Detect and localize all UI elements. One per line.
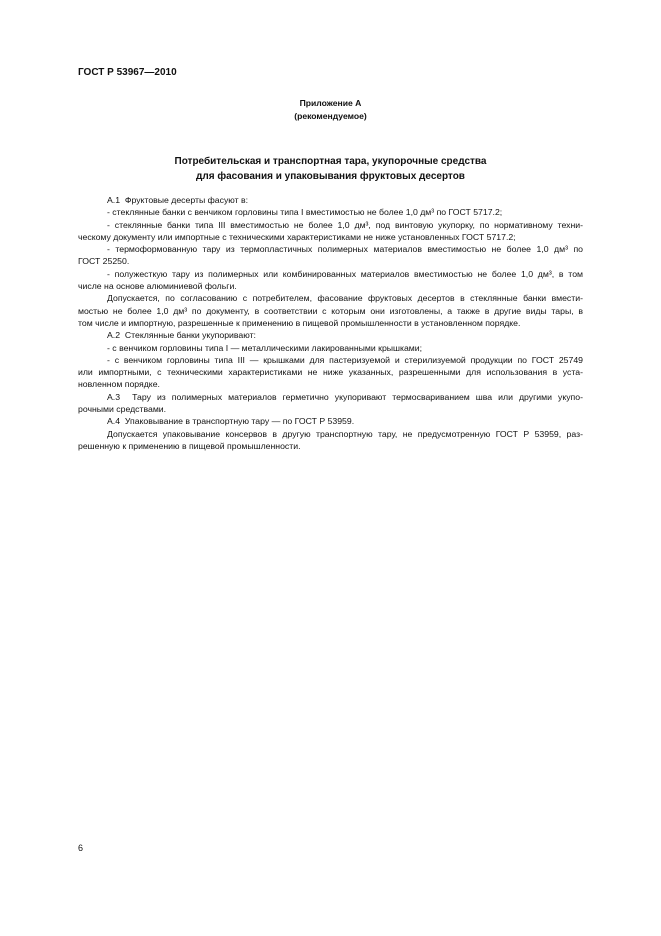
body-line: - стеклянные банки типа III вместимостью не более 1,0 дм³, под винтовую укупорку, по нормативному техни- (107, 219, 583, 230)
body-line: - полужесткую тару из полимерных или комбинированных материалов вместимостью не более 1,0 дм³, в том (107, 268, 583, 279)
section-title-line: Потребительская и транспортная тара, укупорочные средства (174, 156, 487, 167)
paragraph-a1 (78, 194, 583, 292)
document-body (78, 194, 583, 452)
body-line: - с венчиком горловины типа I — металлическими лакированными крышками; (107, 342, 423, 353)
body-line: новленном порядке. (78, 379, 160, 390)
body-line: том числе и импортную, разрешенные к применению в пищевой промышленности в установленном порядке. (78, 317, 521, 328)
body-line: Допускается упаковывание консервов в другую транспортную тару, не предусмотренную ГОСТ Р 53959, раз- (107, 428, 583, 439)
page-number: 6 (78, 843, 84, 853)
annex-title: Приложение А (299, 98, 362, 108)
body-line: Допускается, по согласованию с потребителем, фасование фруктовых десертов в стеклянные банки вмести- (107, 293, 583, 304)
paragraph-a3 (78, 391, 583, 416)
section-title (78, 154, 583, 184)
body-line: ГОСТ 25250. (78, 256, 130, 267)
body-line: А.2 Стеклянные банки укупоривают: (107, 330, 256, 341)
body-line: А.3 Тару из полимерных материалов герметично укупоривают термосвариванием шва или другими укупо- (107, 391, 583, 402)
document-code: ГОСТ Р 53967—2010 (78, 67, 177, 78)
body-line: числе на основе алюминиевой фольги. (78, 281, 237, 292)
body-line: решенную к применению в пищевой промышленности. (78, 440, 301, 451)
body-line: - с венчиком горловины типа III — крышками для пастеризуемой и стерилизуемой продукции по ГОСТ 25749 (107, 354, 583, 365)
annex-status: (рекомендуемое) (294, 111, 367, 121)
body-line: А.1 Фруктовые десерты фасуют в: (107, 195, 249, 205)
section-title-line: для фасования и упаковывания фруктовых десертов (196, 171, 465, 182)
annex-heading (78, 97, 583, 123)
body-line: - термоформованную тару из термопластичных полимерных материалов вместимостью не более 1,0 дм³ по (107, 244, 583, 255)
paragraph-a2 (78, 329, 583, 390)
body-line: или импортными, с техническими характеристиками не ниже указанных, разрешенными для использования в уста- (78, 367, 583, 378)
body-line: А.4 Упаковывание в транспортную тару — по ГОСТ Р 53959. (107, 416, 355, 427)
body-line: мостью не более 1,0 дм³ по документу, в соответствии с которым они изготовлены, а также в другие виды тары, в (78, 305, 583, 316)
body-line: рочными средствами. (78, 404, 167, 415)
body-line: - стеклянные банки с венчиком горловины типа I вместимостью не более 1,0 дм³ по ГОСТ 5717.2; (107, 207, 503, 218)
paragraph-permission-packing (78, 292, 583, 329)
paragraph-a4 (78, 415, 583, 452)
body-line: ческому документу или импортные с техническими характеристиками не ниже установленных ГОСТ 5717.2; (78, 231, 516, 242)
